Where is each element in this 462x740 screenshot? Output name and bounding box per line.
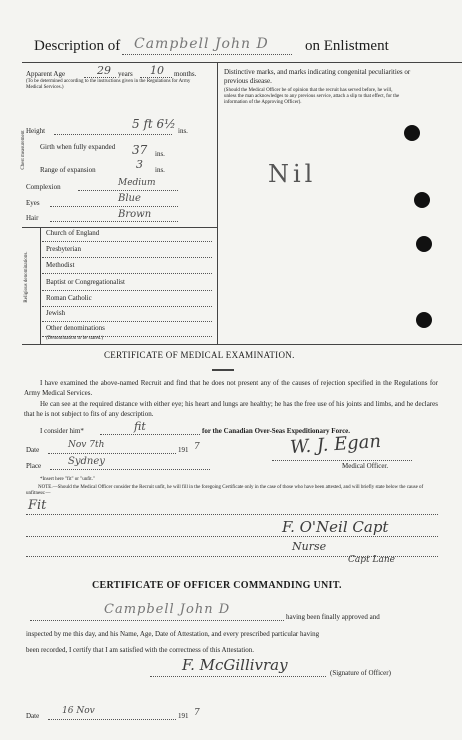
religion-line — [42, 257, 212, 258]
co-date-value: 16 Nov — [62, 706, 95, 716]
complexion-label: Complexion — [26, 183, 61, 191]
religion-box-top — [22, 227, 217, 228]
religion-line — [42, 241, 212, 242]
religion-item: Church of England — [46, 229, 100, 237]
co-name-line — [30, 620, 284, 621]
denomination-note: (Denomination to be stated.) — [46, 336, 104, 341]
column-divider — [217, 62, 218, 344]
med-date-line — [48, 453, 176, 454]
age-years-line — [84, 77, 116, 78]
age-years-value: 29 — [97, 64, 111, 77]
co-date-line — [48, 719, 176, 720]
commanding-heading: CERTIFICATE OF OFFICER COMMANDING UNIT. — [92, 580, 342, 591]
hair-label: Hair — [26, 214, 39, 222]
religion-line — [42, 290, 212, 291]
height-line — [54, 134, 172, 135]
religion-item: Presbyterian — [46, 245, 81, 253]
medical-sig-3: Nurse — [292, 540, 327, 553]
range-unit: ins. — [155, 166, 165, 174]
co-text2: inspected by me this day, and his Name, Age, Date of Attestation, and every prescribed particular having — [26, 630, 320, 638]
med-year-printed: 191 — [178, 446, 189, 454]
punch-hole-4 — [416, 312, 432, 328]
med-year-hand: 7 — [194, 442, 200, 452]
religion-line — [42, 321, 212, 322]
range-value: 3 — [136, 158, 143, 171]
unfit-cause-hand: Fit — [28, 498, 47, 513]
medical-para1: I have examined the above-named Recruit and find that he does not present any of the causes of rejection specified in the Regulations for Army Medical Services. — [24, 379, 438, 397]
unfit-line-2 — [26, 536, 438, 537]
eyes-value: Blue — [118, 193, 141, 204]
consider-value: fit — [134, 420, 146, 433]
months-label: months. — [174, 70, 197, 78]
height-label: Height — [26, 127, 46, 135]
religions-label: Religious denominations. — [24, 251, 29, 303]
header-title-left: Description of — [34, 38, 121, 54]
complexion-value: Medium — [118, 178, 156, 188]
eyes-label: Eyes — [26, 199, 40, 207]
header-name-handwritten: Campbell John D — [134, 36, 269, 52]
footnote-star: *Insert here "fit" or "unfit." — [40, 477, 95, 482]
marks-value: Nil — [268, 160, 317, 188]
religion-item: Other denominations — [46, 324, 105, 332]
religion-item: Roman Catholic — [46, 294, 92, 302]
range-label: Range of expansion — [40, 166, 96, 174]
header-name-line — [122, 54, 292, 55]
religion-item: Baptist or Congregationalist — [46, 278, 125, 286]
hair-value: Brown — [118, 209, 152, 220]
co-text3: been recorded, I certify that I am satisfied with the correctness of this Attestation. — [26, 646, 255, 654]
punch-hole-3 — [416, 236, 432, 252]
chest-label: Chest measurement — [21, 130, 26, 170]
consider-post: for the Canadian Over-Seas Expeditionary Force. — [202, 427, 351, 435]
height-unit: ins. — [178, 127, 188, 135]
med-place-value: Sydney — [68, 456, 105, 467]
medical-note: NOTE.—Should the Medical Officer consider the Recruit unfit, he will fill in the foregoing Certificate only in the case of those who have been attested, and will briefly state below the cause of unfitness:— — [26, 485, 424, 496]
punch-hole-2 — [414, 192, 430, 208]
medical-sig-4: Capt Lane — [348, 555, 395, 565]
medical-officer-signature: W. J. Egan — [289, 430, 382, 459]
co-officer-signature: F. McGillivray — [182, 656, 288, 674]
height-value: 5 ft 6½ — [132, 117, 176, 131]
age-months-value: 10 — [150, 64, 164, 77]
religion-item: Methodist — [46, 261, 75, 269]
punch-hole-1 — [404, 125, 420, 141]
marks-heading: Distinctive marks, and marks indicating congenital peculiarities or previous disease. — [224, 68, 411, 85]
med-date-value: Nov 7th — [68, 440, 105, 450]
co-sig-label: (Signature of Officer) — [330, 669, 391, 677]
med-date-label: Date — [26, 446, 40, 454]
age-note: (To be determined according to the instructions given in the Regulations for Army Medical Services.) — [26, 79, 191, 90]
medical-heading-ornament — [212, 369, 234, 371]
unfit-line-1 — [26, 514, 438, 515]
religion-item: Jewish — [46, 309, 66, 317]
religion-line — [42, 273, 212, 274]
bottom-rule — [22, 344, 462, 345]
hair-line — [50, 221, 178, 222]
medical-heading: CERTIFICATE OF MEDICAL EXAMINATION. — [104, 350, 295, 360]
header-title-right: on Enlistment — [305, 38, 389, 54]
medical-sig-2: F. O'Neil Capt — [282, 518, 389, 536]
girth-unit: ins. — [155, 150, 165, 158]
girth-value: 37 — [132, 143, 148, 157]
age-months-line — [140, 77, 172, 78]
consider-line — [100, 434, 200, 435]
eyes-line — [50, 206, 178, 207]
girth-label: Girth when fully expanded — [40, 143, 116, 151]
co-year-hand: 7 — [194, 708, 200, 718]
consider-pre: I consider him* — [40, 427, 84, 435]
top-rule — [22, 62, 462, 63]
co-sig-line — [150, 676, 326, 677]
med-officer-line — [272, 460, 412, 461]
marks-note: (Should the Medical Officer be of opinion that the recruit has served before, he will, unless the man acknowledges to any previous service, attach a slip to that effect, for the information of the Approving Officer). — [224, 88, 400, 105]
co-text1: having been finally approved and — [286, 613, 380, 621]
co-year-printed: 191 — [178, 712, 189, 720]
apparent-age-label: Apparent Age — [26, 70, 66, 78]
religion-line — [42, 306, 212, 307]
med-place-label: Place — [26, 462, 42, 470]
co-name-hand: Campbell John D — [104, 602, 231, 617]
complexion-line — [78, 190, 178, 191]
medical-para2: He can see at the required distance with either eye; his heart and lungs are healthy; he has the free use of his joints and limbs, and he declares that he is not subject to fits of any description. — [24, 400, 438, 418]
med-place-line — [50, 469, 210, 470]
religion-box-inner-rule — [40, 227, 41, 344]
medical-officer-label: Medical Officer. — [342, 462, 389, 470]
co-date-label: Date — [26, 712, 40, 720]
years-label: years — [118, 70, 133, 78]
